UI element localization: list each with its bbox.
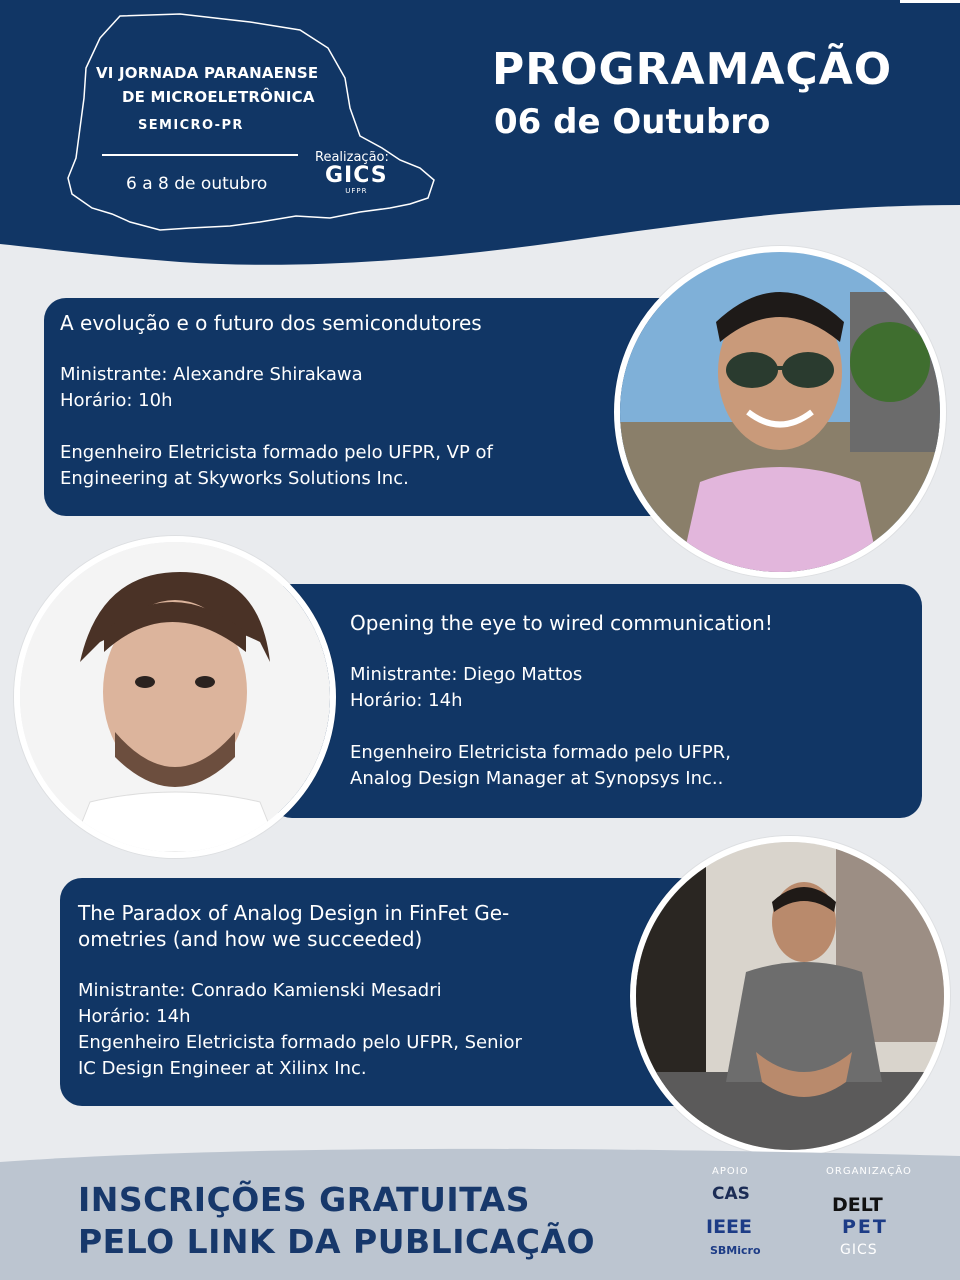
- talk-time: Horário: 10h: [60, 390, 173, 411]
- ieee-logo: IEEE: [706, 1216, 753, 1238]
- gics-logo-text: GICS: [325, 163, 388, 188]
- talk-card-2: [270, 584, 922, 818]
- talk-speaker: Ministrante: Diego Mattos: [350, 664, 583, 685]
- corner-mark: [900, 0, 960, 3]
- pet-logo: PET: [842, 1216, 888, 1238]
- talk-bio-line1: Engenheiro Eletricista formado pelo UFPR,: [350, 742, 731, 763]
- talk-bio-line2: Engineering at Skyworks Solutions Inc.: [60, 468, 409, 489]
- talk-title: Opening the eye to wired communication!: [350, 611, 773, 635]
- event-dates: 6 a 8 de outubro: [126, 174, 268, 194]
- talk-time: Horário: 14h: [78, 1006, 191, 1027]
- talk-title: A evolução e o futuro dos semicondutores: [60, 311, 482, 335]
- event-acronym: SEMICRO-PR: [138, 118, 244, 133]
- event-divider: [102, 154, 298, 156]
- delt-logo: DELT: [832, 1194, 883, 1216]
- talk-speaker: Ministrante: Alexandre Shirakawa: [60, 364, 363, 385]
- speaker-photo-mattos: [14, 536, 336, 858]
- event-name-line2: DE MICROELETRÔNICA: [122, 88, 315, 106]
- parana-map-outline: [60, 8, 450, 238]
- talk-title-line2: ometries (and how we succeeded): [78, 927, 423, 951]
- gics-footer-logo: GICS: [840, 1242, 878, 1258]
- gics-logo-sub: UFPR: [345, 187, 368, 195]
- footer-wave: [0, 1142, 960, 1182]
- support-label: APOIO: [712, 1166, 749, 1177]
- gics-logo: [325, 165, 388, 195]
- talk-card-1: [44, 298, 684, 516]
- talk-title-line1: The Paradox of Analog Design in FinFet Ge-: [78, 901, 510, 925]
- program-date: 06 de Outubro: [494, 102, 771, 142]
- sbmicro-logo: SBMicro: [710, 1244, 761, 1257]
- speaker-photo-mesadri: [630, 836, 950, 1156]
- footer-band: [0, 1162, 960, 1280]
- talk-bio-line1: Engenheiro Eletricista formado pelo UFPR, VP of: [60, 442, 493, 463]
- talk-speaker: Ministrante: Conrado Kamienski Mesadri: [78, 980, 442, 1001]
- talk-card-3: [60, 878, 700, 1106]
- header-banner: [0, 0, 960, 270]
- cas-logo: CAS: [712, 1184, 750, 1204]
- speaker-photo-shirakawa: [614, 246, 946, 578]
- talk-bio-line2: IC Design Engineer at Xilinx Inc.: [78, 1058, 367, 1079]
- realization-label: Realização:: [315, 150, 389, 165]
- organization-label: ORGANIZAÇÃO: [826, 1166, 912, 1177]
- event-name-line1: VI JORNADA PARANAENSE: [96, 64, 319, 82]
- program-title: PROGRAMAÇÃO: [492, 44, 893, 95]
- talk-bio-line2: Analog Design Manager at Synopsys Inc..: [350, 768, 724, 789]
- talk-bio-line1: Engenheiro Eletricista formado pelo UFPR, Senior: [78, 1032, 522, 1053]
- talk-time: Horário: 14h: [350, 690, 463, 711]
- registration-cta-line1: INSCRIÇÕES GRATUITAS: [78, 1180, 530, 1219]
- registration-cta-line2: PELO LINK DA PUBLICAÇÃO: [78, 1222, 596, 1261]
